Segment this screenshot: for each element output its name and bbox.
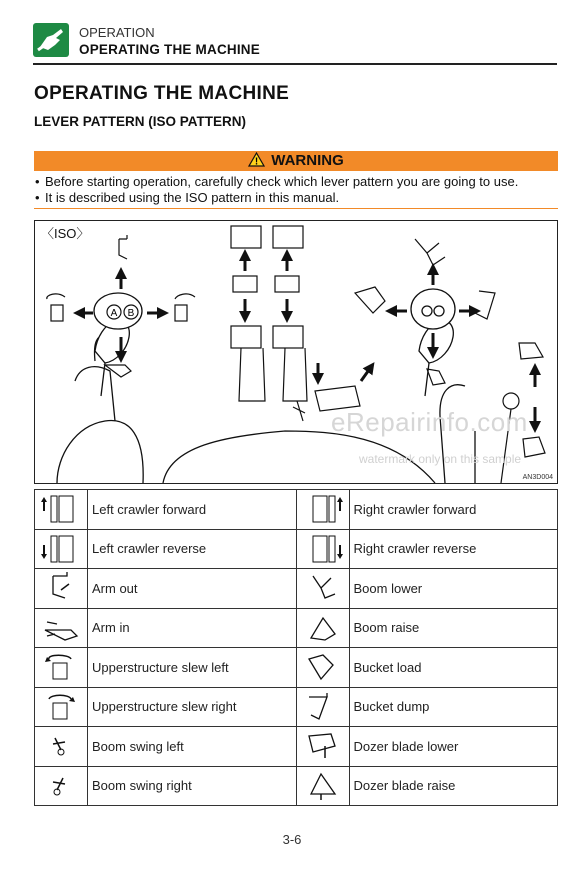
dozer-lower-figure-icon bbox=[523, 437, 545, 457]
legend-label: Left crawler reverse bbox=[88, 529, 297, 569]
header-divider bbox=[33, 63, 557, 65]
page-title: OPERATING THE MACHINE bbox=[34, 83, 290, 104]
upperstructure-slew-left-icon bbox=[35, 648, 88, 688]
figure-code: AN3D004 bbox=[522, 474, 553, 481]
legend-row bbox=[35, 490, 558, 530]
legend-row bbox=[35, 648, 558, 688]
legend-label: Boom lower bbox=[349, 569, 558, 609]
lever-letter-b: B bbox=[127, 308, 135, 319]
legend-row bbox=[35, 529, 558, 569]
watermark-sub: watermark only on this sample bbox=[359, 452, 522, 466]
warning-item: • Before starting operation, carefully check which lever pattern you are going to use. bbox=[34, 174, 558, 190]
warning-label: WARNING bbox=[271, 152, 344, 169]
legend-label: Left crawler forward bbox=[88, 490, 297, 530]
boom-raise-figure-icon bbox=[427, 369, 445, 385]
lever-pattern-figure bbox=[34, 220, 558, 484]
watermark: eRepairinfo.com bbox=[331, 407, 528, 437]
dozer-raise-figure-icon bbox=[519, 343, 543, 359]
bucket-dump-icon bbox=[296, 687, 349, 727]
page-number: 3-6 bbox=[282, 832, 302, 847]
legend-row bbox=[35, 569, 558, 609]
boom-swing-left-icon bbox=[35, 727, 88, 767]
legend-row bbox=[35, 687, 558, 727]
arm-out-icon bbox=[35, 569, 88, 609]
legend-label: Bucket load bbox=[349, 648, 558, 688]
warning-divider bbox=[34, 208, 558, 209]
arm-in-icon bbox=[35, 608, 88, 648]
arm-out-figure-icon bbox=[119, 235, 127, 259]
left-crawler-forward-icon bbox=[35, 490, 88, 530]
legend-label: Boom swing left bbox=[88, 727, 297, 767]
operator-hand-icon bbox=[33, 23, 69, 57]
lever-letter-a: A bbox=[110, 308, 118, 319]
dozer-blade-raise-icon bbox=[296, 766, 349, 806]
travel-levers bbox=[231, 226, 307, 401]
slew-left-figure-icon bbox=[47, 294, 65, 299]
lever-diagram bbox=[35, 221, 558, 484]
legend-row bbox=[35, 766, 558, 806]
dozer-blade-lower-icon bbox=[296, 727, 349, 767]
warning-triangle-icon bbox=[248, 152, 265, 173]
svg-text:!: ! bbox=[255, 156, 259, 167]
header-section: OPERATION bbox=[79, 25, 155, 40]
section-subtitle: LEVER PATTERN (ISO PATTERN) bbox=[34, 114, 246, 129]
legend-label: Dozer blade lower bbox=[349, 727, 558, 767]
boom-lower-icon bbox=[296, 569, 349, 609]
legend-label: Right crawler forward bbox=[349, 490, 558, 530]
right-crawler-forward-icon bbox=[296, 490, 349, 530]
slew-right-figure-icon bbox=[175, 294, 195, 299]
warning-list bbox=[34, 174, 558, 206]
bucket-load-icon bbox=[296, 648, 349, 688]
header-title: OPERATING THE MACHINE bbox=[79, 42, 260, 57]
boom-swing-right-icon bbox=[35, 766, 88, 806]
upperstructure-slew-right-icon bbox=[35, 687, 88, 727]
legend-label: Boom raise bbox=[349, 608, 558, 648]
warning-bar bbox=[34, 151, 558, 171]
legend-label: Dozer blade raise bbox=[349, 766, 558, 806]
legend-label: Boom swing right bbox=[88, 766, 297, 806]
legend-label: Arm out bbox=[88, 569, 297, 609]
legend-label: Arm in bbox=[88, 608, 297, 648]
right-crawler-reverse-icon bbox=[296, 529, 349, 569]
legend-label: Upperstructure slew left bbox=[88, 648, 297, 688]
left-crawler-reverse-icon bbox=[35, 529, 88, 569]
warning-item: • It is described using the ISO pattern in this manual. bbox=[34, 190, 558, 206]
legend-label: Bucket dump bbox=[349, 687, 558, 727]
legend-row bbox=[35, 608, 558, 648]
bucket-load-figure-icon bbox=[355, 287, 385, 313]
bucket-dump-figure-icon bbox=[475, 291, 495, 319]
legend-label: Right crawler reverse bbox=[349, 529, 558, 569]
legend-row bbox=[35, 727, 558, 767]
legend-label: Upperstructure slew right bbox=[88, 687, 297, 727]
boom-raise-icon bbox=[296, 608, 349, 648]
lever-legend-table bbox=[34, 489, 558, 806]
boom-lower-figure-icon bbox=[415, 239, 445, 265]
iso-pattern-label: 〈ISO〉 bbox=[41, 226, 90, 241]
